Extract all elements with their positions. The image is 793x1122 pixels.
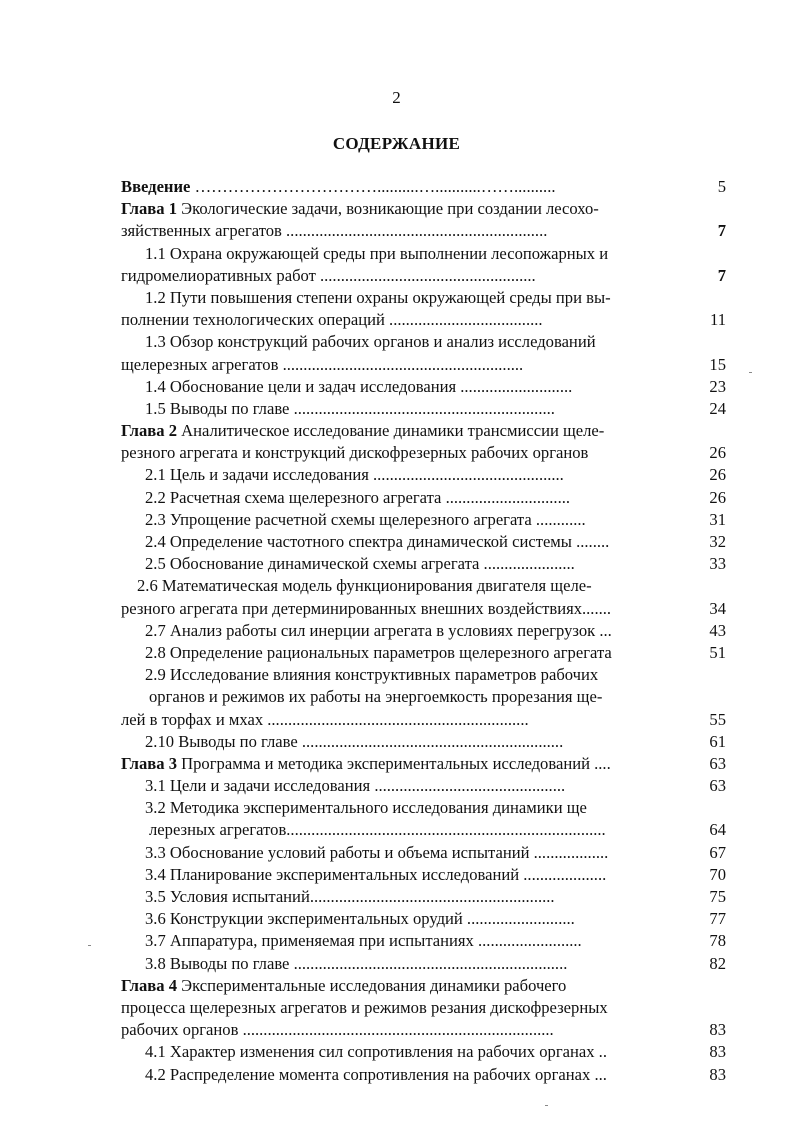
toc-entry-text (145, 531, 609, 553)
toc-entry-text (145, 487, 570, 509)
toc-line (121, 797, 726, 819)
toc-entry-text (121, 975, 566, 997)
toc-entry-text (145, 243, 608, 265)
toc-line (121, 886, 726, 908)
toc-entry-text (145, 620, 612, 642)
toc-entry-text (137, 575, 592, 597)
toc-entry-title: 2.1 Цель и задачи исследования .............................................. (145, 465, 564, 485)
toc-page-number: 33 (709, 554, 726, 574)
chapter-lead: Глава 4 (121, 975, 177, 995)
toc-entry-title: резного агрегата и конструкций дискофрезерных рабочих органов (121, 443, 589, 463)
toc-line (121, 575, 726, 597)
toc-entry-title: Экспериментальные исследования динамики рабочего (177, 975, 567, 995)
toc-entry-text (149, 686, 602, 708)
toc-entry-title: 4.1 Характер изменения сил сопротивления на рабочих органах .. (145, 1042, 607, 1062)
page-number: 2 (392, 88, 401, 107)
toc-entry-title: 1.1 Охрана окружающей среды при выполнении лесопожарных и (145, 243, 609, 263)
toc-line (121, 598, 726, 620)
toc-line (121, 265, 726, 287)
toc-line (121, 553, 726, 575)
toc-line (121, 442, 726, 464)
toc-page-number: 70 (709, 864, 726, 884)
toc-entry-title: Экологические задачи, возникающие при создании лесохо- (177, 199, 599, 219)
toc-page-number: 7 (717, 265, 726, 285)
toc-entry-text (145, 1064, 607, 1086)
toc-page-number: 34 (709, 598, 726, 618)
toc-entry-text (121, 442, 588, 464)
toc-page-number: 43 (709, 620, 726, 640)
toc-entry-title: 2.4 Определение частотного спектра динамической системы ........ (145, 532, 610, 551)
chapter-lead: Глава 2 (121, 421, 177, 441)
toc-entry-title: 1.4 Обоснование цели и задач исследования ........................... (145, 376, 573, 396)
toc-entry-text (145, 775, 565, 797)
toc-page-number: 31 (709, 509, 726, 529)
toc-entry-title: резного агрегата при детерминированных внешних воздействиях....... (121, 598, 612, 618)
toc-entry-title: полнении технологических операций ..................................... (121, 310, 543, 330)
toc-line (121, 975, 726, 997)
toc-line (121, 642, 726, 664)
toc-entry-text (121, 997, 608, 1019)
toc-line (121, 398, 726, 420)
scan-speck (749, 372, 752, 373)
toc-page-number: 11 (710, 310, 726, 330)
toc-entry-title: 3.7 Аппаратура, применяемая при испытаниях ......................... (145, 931, 582, 951)
toc-line (121, 953, 726, 975)
toc-entry-text (145, 464, 564, 486)
toc-entry-text (145, 509, 586, 531)
toc-entry-title: 2.10 Выводы по главе ............................................................... (145, 731, 564, 751)
chapter-lead: Введение (121, 177, 191, 196)
toc-line (121, 842, 726, 864)
table-of-contents (121, 176, 726, 1086)
toc-entry-title: 4.2 Распределение момента сопротивления на рабочих органах ... (145, 1064, 607, 1084)
toc-entry-text (145, 553, 575, 575)
toc-page-number: 78 (709, 931, 726, 951)
toc-entry-title: Программа и методика экспериментальных исследований .... (177, 753, 611, 773)
toc-page-number: 83 (709, 1042, 726, 1062)
toc-entry-title: 1.2 Пути повышения степени охраны окружающей среды при вы- (145, 287, 611, 307)
toc-entry-title: 2.6 Математическая модель функционирования двигателя щеле- (137, 576, 592, 596)
toc-line (121, 509, 726, 531)
toc-entry-text (145, 908, 575, 930)
toc-line (121, 908, 726, 930)
toc-line (121, 664, 726, 686)
toc-entry-text (121, 354, 523, 376)
toc-line (121, 243, 726, 265)
toc-entry-text (121, 420, 604, 442)
toc-page-number: 77 (709, 909, 726, 929)
toc-page-number: 55 (709, 709, 726, 729)
toc-entry-title: 2.3 Упрощение расчетной схемы щелерезного агрегата ............ (145, 509, 586, 529)
toc-entry-text (121, 709, 529, 731)
toc-entry-title: 3.8 Выводы по главе .................................................................. (145, 953, 568, 973)
toc-entry-title: 2.5 Обоснование динамической схемы агрегата ...................... (145, 554, 575, 574)
toc-entry-text (145, 842, 608, 864)
chapter-lead: Глава 1 (121, 199, 177, 219)
toc-line (121, 1064, 726, 1086)
toc-page-number: 32 (709, 532, 726, 551)
toc-entry-text (145, 797, 587, 819)
toc-page-number: 63 (709, 776, 726, 796)
toc-entry-text (145, 930, 582, 952)
toc-entry-text (121, 176, 555, 198)
toc-line (121, 997, 726, 1019)
toc-entry-title: 1.3 Обзор конструкций рабочих органов и анализ исследований (145, 332, 596, 352)
toc-entry-text (145, 953, 567, 975)
toc-entry-title: органов и режимов их работы на энергоемкость прорезания ще- (149, 687, 603, 707)
toc-entry-text (145, 642, 612, 664)
toc-page-number: 67 (709, 842, 726, 862)
toc-line (121, 709, 726, 731)
toc-line (121, 620, 726, 642)
toc-line (121, 753, 726, 775)
toc-entry-text (121, 198, 599, 220)
toc-entry-text (121, 265, 536, 287)
toc-entry-text (149, 819, 606, 841)
toc-page-number: 64 (709, 820, 726, 840)
toc-entry-text (145, 376, 572, 398)
toc-entry-title: 3.4 Планирование экспериментальных исследований .................... (145, 864, 607, 884)
toc-entry-text (121, 598, 611, 620)
toc-page-number: 82 (709, 953, 726, 973)
toc-line (121, 1041, 726, 1063)
toc-entry-text (145, 331, 596, 353)
toc-entry-title: 2.7 Анализ работы сил инерции агрегата в условиях перегрузок ... (145, 620, 612, 640)
toc-entry-title: 3.2 Методика экспериментального исследования динамики ще (145, 798, 587, 818)
toc-line (121, 819, 726, 841)
toc-entry-title: процесса щелерезных агрегатов и режимов резания дискофрезерных (121, 997, 608, 1017)
toc-entry-title: 1.5 Выводы по главе ............................................................... (145, 398, 555, 418)
toc-entry-text (121, 753, 611, 775)
toc-page-number: 5 (717, 177, 726, 196)
toc-line (121, 464, 726, 486)
toc-entry-title: 3.6 Конструкции экспериментальных орудий .......................... (145, 909, 575, 929)
chapter-lead: Глава 3 (121, 753, 177, 773)
toc-page-number: 15 (709, 354, 726, 374)
toc-entry-text (145, 731, 563, 753)
toc-page-number: 24 (709, 398, 726, 418)
toc-line (121, 420, 726, 442)
toc-entry-title: Аналитическое исследование динамики трансмиссии щеле- (177, 421, 605, 441)
toc-title: СОДЕРЖАНИЕ (332, 134, 461, 153)
toc-page-number: 83 (709, 1064, 726, 1084)
toc-page-number: 26 (709, 465, 726, 485)
toc-entry-text (145, 287, 611, 309)
toc-line (121, 176, 726, 198)
toc-entry-title: 3.1 Цели и задачи исследования .............................................. (145, 776, 566, 796)
toc-line (121, 198, 726, 220)
toc-entry-text (121, 220, 547, 242)
toc-entry-text (145, 864, 606, 886)
toc-line (121, 1019, 726, 1041)
toc-line (121, 287, 726, 309)
toc-entry-text (145, 1041, 607, 1063)
toc-page-number: 26 (709, 443, 726, 463)
toc-entry-title: ……………………………..........…...........…….......... (190, 177, 556, 196)
toc-line (121, 309, 726, 331)
toc-entry-text (121, 1019, 554, 1041)
toc-entry-title: лей в торфах и мхах ............................................................... (121, 709, 529, 729)
scan-speck (545, 1105, 548, 1106)
toc-entry-title: зяйственных агрегатов ............................................................... (121, 221, 548, 241)
toc-page-number: 63 (709, 753, 726, 773)
toc-entry-text (145, 664, 598, 686)
toc-page-number: 23 (709, 376, 726, 396)
toc-entry-text (145, 398, 555, 420)
toc-page-number: 7 (717, 221, 726, 241)
scan-speck (88, 945, 91, 946)
toc-line (121, 354, 726, 376)
toc-line (121, 731, 726, 753)
toc-entry-title: щелерезных агрегатов .......................................................... (121, 354, 524, 374)
toc-entry-title: 3.5 Условия испытаний........................................................... (145, 887, 555, 906)
toc-page-number: 75 (709, 887, 726, 906)
toc-page-number: 61 (709, 731, 726, 751)
toc-line (121, 220, 726, 242)
toc-entry-title: 3.3 Обоснование условий работы и объема испытаний .................. (145, 842, 609, 862)
toc-page-number: 51 (709, 642, 726, 662)
toc-line (121, 930, 726, 952)
toc-entry-title: 2.8 Определение рациональных параметров щелерезного агрегата (145, 642, 612, 662)
toc-page-number: 83 (709, 1020, 726, 1040)
toc-entry-title: рабочих органов ........................................................................... (121, 1020, 554, 1040)
toc-line (121, 376, 726, 398)
toc-entry-title: 2.9 Исследование влияния конструктивных параметров рабочих (145, 665, 599, 685)
toc-entry-text (145, 886, 555, 908)
toc-entry-title: 2.2 Расчетная схема щелерезного агрегата .............................. (145, 487, 571, 507)
toc-entry-text (121, 309, 543, 331)
toc-line (121, 531, 726, 553)
toc-line (121, 331, 726, 353)
toc-line (121, 487, 726, 509)
toc-entry-title: гидромелиоративных работ .................................................... (121, 265, 536, 285)
toc-line (121, 864, 726, 886)
toc-line (121, 686, 726, 708)
toc-entry-title: лерезных агрегатов............................................................................. (149, 820, 606, 840)
toc-page-number: 26 (709, 487, 726, 507)
toc-line (121, 775, 726, 797)
